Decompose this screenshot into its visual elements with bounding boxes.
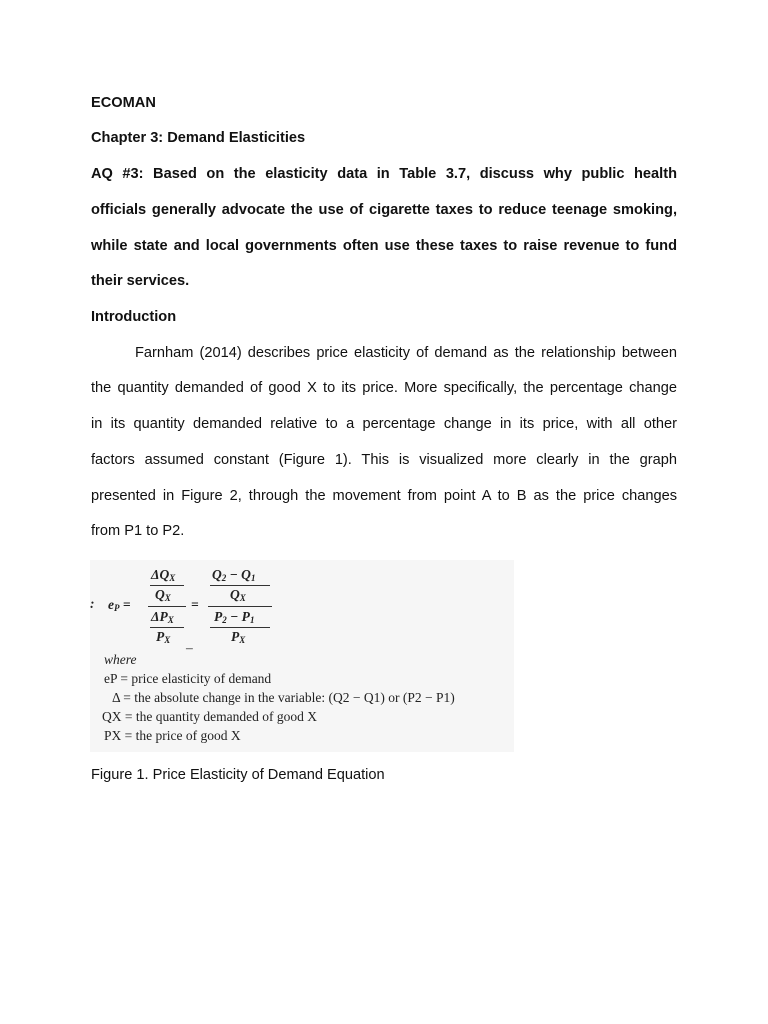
elasticity-equation-figure: : $e_P$ = $\Delta Q_X$ $Q_X$ $\Delta P_X$ $P_X$ = $Q_2 - Q_1$ $Q_X$ $P_2 - P_1$ $P_X$ – where eP = price elasticity of demand Δ = the absolute change in the variable: (Q2 − Q1) or (P2 − P1) QX = the quantity demanded of good X PX = the price of good X	[90, 560, 514, 752]
paragraph-line-5: presented in Figure 2, through the movement from point A to B as the price changes	[91, 488, 677, 504]
definition-delta: Δ = the absolute change in the variable: (Q2 − Q1) or (P2 − P1)	[112, 690, 455, 705]
question-line-4: their services.	[91, 273, 190, 289]
question-line-2: officials generally advocate the use of cigarette taxes to reduce teenage smoking,	[91, 202, 677, 218]
question-line-3: while state and local governments often use these taxes to raise revenue to fund	[91, 238, 677, 254]
paragraph-line-1: Farnham (2014) describes price elasticity of demand as the relationship between	[135, 345, 677, 361]
paragraph-line-3: in its quantity demanded relative to a percentage change in its price, with all other	[91, 416, 677, 432]
paragraph-line-2: the quantity demanded of good X to its price. More specifically, the percentage change	[91, 380, 677, 396]
paragraph-line-6: from P1 to P2.	[91, 523, 185, 539]
definition-qx: QX = the quantity demanded of good X	[102, 709, 317, 724]
course-title: ECOMAN	[91, 95, 156, 111]
question-line-1: AQ #3: Based on the elasticity data in Table 3.7, discuss why public health	[91, 166, 677, 182]
section-heading: Introduction	[91, 309, 177, 325]
chapter-title: Chapter 3: Demand Elasticities	[91, 130, 306, 146]
where-label: where	[104, 652, 137, 667]
definition-px: PX = the price of good X	[104, 728, 241, 743]
main-fraction-bar-2	[208, 606, 272, 607]
figure-caption: Figure 1. Price Elasticity of Demand Equation	[91, 767, 385, 783]
main-fraction-bar-1	[148, 606, 186, 607]
paragraph-line-4: factors assumed constant (Figure 1). This is visualized more clearly in the graph	[91, 452, 677, 468]
definition-ep: eP = price elasticity of demand	[104, 671, 272, 686]
